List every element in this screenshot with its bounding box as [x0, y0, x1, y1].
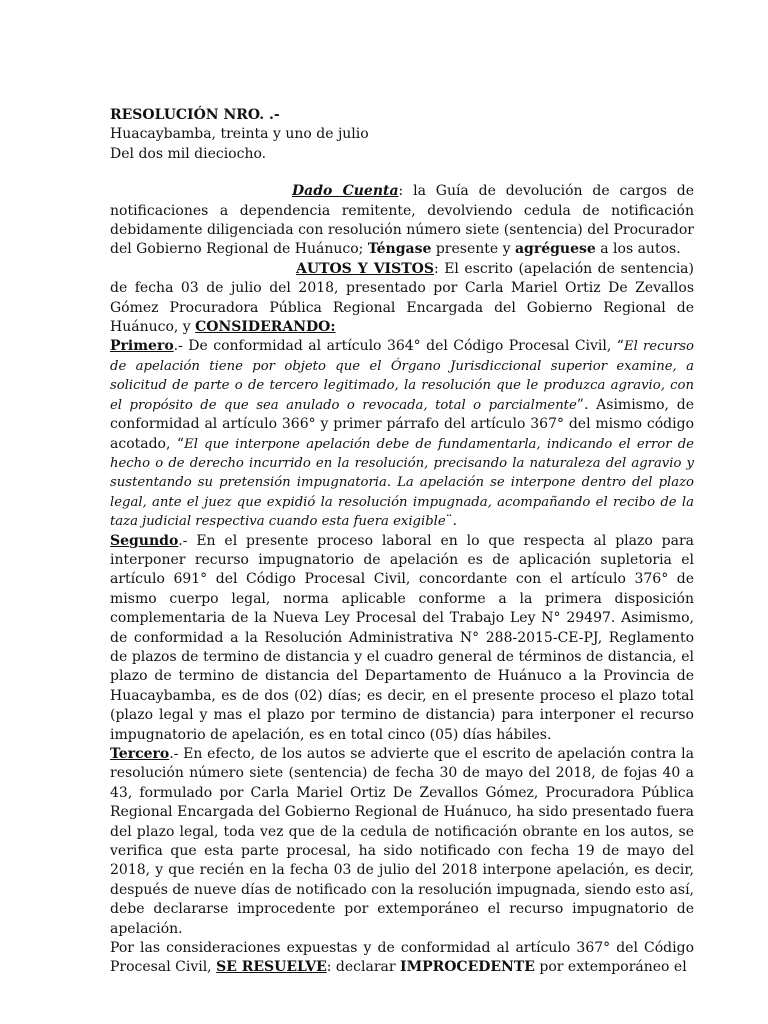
primero-text-3: ¨. [445, 513, 458, 530]
tercero-label: Tercero [110, 746, 170, 762]
resolution-document [110, 106, 694, 978]
tengase-word: Téngase [367, 241, 432, 258]
agreguese-word: agréguese [514, 241, 596, 258]
autos-text: : El escrito (apelación de sentencia) de fecha 03 de julio del 2018, presentado por Carla Mariel Ortiz De Zevallos Gómez Procuradora Pública Regional Encargada del Gobierno Regional de Huánuco, y [110, 260, 694, 336]
resuelve-text-2: : declarar [326, 959, 401, 976]
dado-cuenta-paragraph [110, 182, 694, 260]
place-date: Huacaybamba, treinta y uno de julio [110, 126, 369, 143]
date-year: Del dos mil dieciocho. [110, 145, 267, 162]
resuelve-text-3: por extemporáneo el [534, 959, 687, 976]
primero-text-2: ”. Asimismo, de conformidad al artículo 366° y primer párrafo del artículo 367° del mismo código acotado, “ [110, 396, 694, 452]
autos-paragraph [110, 260, 694, 338]
segundo-paragraph [110, 532, 694, 745]
resuelve-paragraph [110, 939, 694, 978]
se-resuelve-label: SE RESUELVE [216, 959, 327, 976]
tercero-paragraph [110, 745, 694, 939]
resolution-title: RESOLUCIÓN NRO. .- [110, 107, 280, 123]
primero-quote-2: El que interpone apelación debe de fundamentarla, indicando el error de hecho o de derecho incurrido en la resolución, precisando la naturaleza del agravio y sustentando su pretensión impugnatoria. La apelación se interpone dentro del plazo legal, ante el juez que expidió la resolución impugnada, acompañando el recibo de la taza judicial respectiva cuando esta fuera exigible [110, 436, 694, 530]
dado-cuenta-text-3: a los autos. [595, 241, 681, 258]
segundo-label: Segundo [110, 532, 179, 549]
spacer [110, 164, 694, 182]
tercero-text: .- En efecto, de los autos se advierte que el escrito de apelación contra la resolución número siete (sentencia) de fecha 30 de mayo del 2018, de fojas 40 a 43, formulado por Carla Mariel Ortiz De Zevallos Gómez, Procuradora Pública Regional Encargada del Gobierno Regional de Huánuco, ha sido presentado fuera del plazo legal, toda vez que de la cedula de notificación obrante en los autos, se verifica que esta parte procesal, ha sido notificado con fecha 19 de mayo del 2018, y que recién en la fecha 03 de julio del 2018 interpone apelación, es decir, después de nueve días de notificado con la resolución impugnada, siendo esto así, debe declararse improcedente por extemporáneo el recurso impugnatorio de apelación. [110, 746, 694, 937]
dado-cuenta-label: Dado Cuenta [292, 183, 399, 200]
autos-vistos-label: AUTOS Y VISTOS [296, 260, 434, 277]
dado-cuenta-text: : la Guía de devolución de cargos de notificaciones a dependencia remitente, devolviendo cedula de notificación debidamente diligenciada con resolución número siete (sentencia) del Procurador del Gobierno Regional de Huánuco; [110, 183, 694, 258]
dado-cuenta-text-2: presente y [431, 241, 515, 258]
primero-quote-1: El recurso de apelación tiene por objeto que el Órgano Jurisdiccional superior examine, a solicitud de parte o de tercero legitimado, la resolución que le produzca agravio, con el propósito de que sea anulado o revocada, total o parcialmente [110, 339, 694, 413]
primero-label: Primero [110, 338, 174, 355]
primero-paragraph [110, 337, 694, 531]
considerando-label: CONSIDERANDO: [195, 319, 336, 336]
resuelve-text-1: Por las consideraciones expuestas y de conformidad al artículo 367° del Código Procesal Civil, [110, 940, 694, 976]
improcedente-word: IMPROCEDENTE [400, 959, 535, 976]
segundo-text: .- En el presente proceso laboral en lo que respecta al plazo para interponer recurso impugnatorio de apelación es de aplicación supletoria el artículo 691° del Código Procesal Civil, concordante con el artículo 376° de mismo cuerpo legal, norma aplicable conforme a la primera disposición complementaria de la Nueva Ley Procesal del Trabajo Ley N° 29497. Asimismo, de conformidad a la Resolución Administrativa N° 288-2015-CE-PJ, Reglamento de plazos de termino de distancia y el cuadro general de términos de distancia, el plazo de termino de distancia del Departamento de Huánuco a la Provincia de Huacaybamba, es de dos (02) días; es decir, en el presente proceso el plazo total (plazo legal y mas el plazo por termino de distancia) para interponer el recurso impugnatorio de apelación, es en total cinco (05) días hábiles. [110, 532, 694, 743]
primero-text-1: .- De conformidad al artículo 364° del Código Procesal Civil, “ [173, 338, 624, 355]
